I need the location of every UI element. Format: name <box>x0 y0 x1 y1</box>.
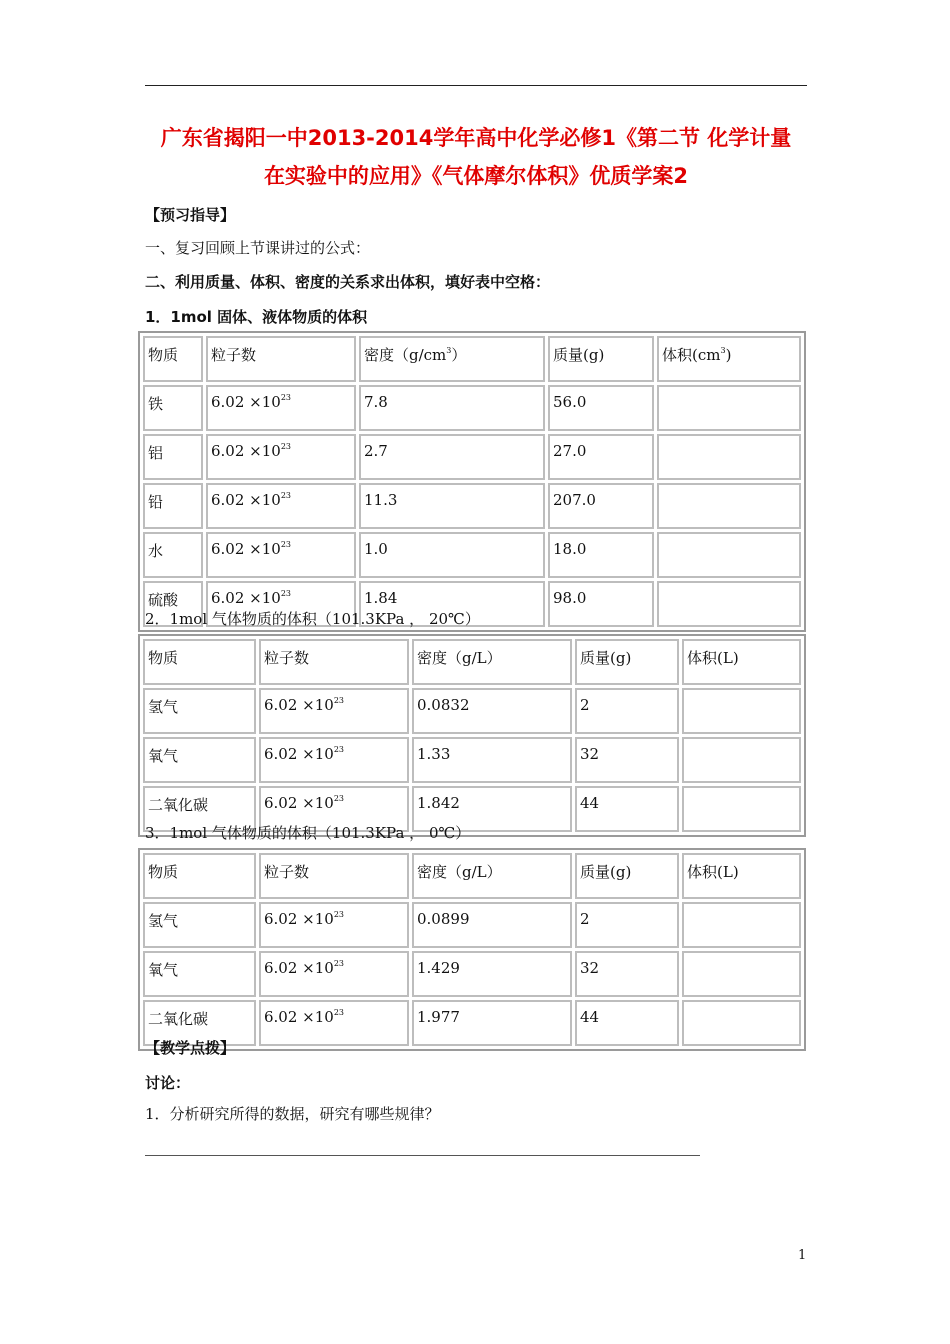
document-title-line-2: 在实验中的应用》《气体摩尔体积》优质学案2 <box>263 164 689 188</box>
table-cell: 44 <box>575 786 679 832</box>
table-cell: $6.02 \times 10^{23}$ <box>259 951 409 997</box>
column-header: 物质 <box>143 639 256 685</box>
table-cell: $6.02 \times 10^{23}$ <box>206 581 356 627</box>
table-cell: $6.02 \times 10^{23}$ <box>259 688 409 734</box>
table-row <box>143 737 801 783</box>
table-row <box>143 532 801 578</box>
table-cell: 0.0832 <box>412 688 572 734</box>
table-cell: $6.02 \times 10^{23}$ <box>259 902 409 948</box>
column-header: 质量(g) <box>575 853 679 899</box>
table-cell: 二氧化碳 <box>143 786 256 832</box>
table-cell: 1.429 <box>412 951 572 997</box>
volume-answer-cell[interactable] <box>682 786 801 832</box>
table-cell: $6.02 \times 10^{23}$ <box>259 786 409 832</box>
table-cell: 铁 <box>143 385 203 431</box>
column-header: 物质 <box>143 336 203 382</box>
discussion-question-1: 1．分析研究所得的数据，研究有哪些规律？ <box>145 1105 440 1123</box>
table-cell: $6.02 \times 10^{23}$ <box>206 483 356 529</box>
column-header: 粒子数 <box>259 639 409 685</box>
table-cell: 二氧化碳 <box>143 1000 256 1046</box>
table-cell: 铅 <box>143 483 203 529</box>
discussion-label: 讨论： <box>145 1074 191 1092</box>
column-header: 体积(L) <box>682 639 801 685</box>
page-number: 1 <box>798 1248 807 1263</box>
table-cell: 氢气 <box>143 902 256 948</box>
table-cell: 2.7 <box>359 434 545 480</box>
table-row <box>143 1000 801 1046</box>
table3-caption: 3．1mol 气体物质的体积（101.3KPa ， 0℃） <box>145 824 471 842</box>
column-header: 物质 <box>143 853 256 899</box>
table-cell: 0.0899 <box>412 902 572 948</box>
table-cell: 207.0 <box>548 483 654 529</box>
table1-body <box>143 336 801 627</box>
table-cell: 44 <box>575 1000 679 1046</box>
table-cell: $6.02 \times 10^{23}$ <box>259 737 409 783</box>
table-gas-20c <box>138 634 806 837</box>
table-row <box>143 688 801 734</box>
table-cell: $6.02 \times 10^{23}$ <box>206 532 356 578</box>
volume-answer-cell[interactable] <box>657 532 801 578</box>
table-row <box>143 902 801 948</box>
column-header: 密度（g/L） <box>412 639 572 685</box>
table-cell: 1.977 <box>412 1000 572 1046</box>
volume-answer-cell[interactable] <box>682 737 801 783</box>
table-cell: 1.842 <box>412 786 572 832</box>
table-cell: 56.0 <box>548 385 654 431</box>
table-cell: 18.0 <box>548 532 654 578</box>
table-header-row <box>143 336 801 382</box>
table-cell: 2 <box>575 902 679 948</box>
table-solid-liquid <box>138 331 806 632</box>
column-header: 体积$(cm^3)$ <box>657 336 801 382</box>
table-cell: $6.02 \times 10^{23}$ <box>259 1000 409 1046</box>
table-row <box>143 483 801 529</box>
table-cell: 98.0 <box>548 581 654 627</box>
table-cell: 氢气 <box>143 688 256 734</box>
table2-body <box>143 639 801 832</box>
table-cell: 27.0 <box>548 434 654 480</box>
volume-answer-cell[interactable] <box>682 902 801 948</box>
table-cell: $6.02 \times 10^{23}$ <box>206 385 356 431</box>
table-cell: 铝 <box>143 434 203 480</box>
table-cell: 32 <box>575 737 679 783</box>
volume-answer-cell[interactable] <box>682 951 801 997</box>
column-header: 体积(L) <box>682 853 801 899</box>
table-cell: 2 <box>575 688 679 734</box>
teaching-heading: 【教学点拨】 <box>145 1039 236 1057</box>
column-header: 密度$(g/cm^3)$ <box>359 336 545 382</box>
column-header: 质量(g) <box>575 639 679 685</box>
preview-item-1: 一、复习回顾上节课讲过的公式： <box>145 239 371 257</box>
header-rule <box>145 85 807 86</box>
table-cell: 1.0 <box>359 532 545 578</box>
volume-answer-cell[interactable] <box>657 483 801 529</box>
table-cell: $6.02 \times 10^{23}$ <box>206 434 356 480</box>
volume-answer-cell[interactable] <box>657 434 801 480</box>
column-header: 密度（g/L） <box>412 853 572 899</box>
table2-caption: 2．1mol 气体物质的体积（101.3KPa ， 20℃） <box>145 610 480 628</box>
table-row <box>143 385 801 431</box>
table-cell: 硫酸 <box>143 581 203 627</box>
table-cell: 氧气 <box>143 951 256 997</box>
table-cell: 32 <box>575 951 679 997</box>
table-gas-0c <box>138 848 806 1051</box>
table-row <box>143 951 801 997</box>
table-cell: 11.3 <box>359 483 545 529</box>
column-header: 粒子数 <box>206 336 356 382</box>
table-header-row <box>143 639 801 685</box>
preview-item-2: 二、利用质量、体积、密度的关系求出体积，填好表中空格： <box>145 273 551 291</box>
table1-caption: 1．1mol 固体、液体物质的体积 <box>145 308 368 326</box>
table-header-row <box>143 853 801 899</box>
column-header: 粒子数 <box>259 853 409 899</box>
table-cell: 水 <box>143 532 203 578</box>
answer-blank-line[interactable] <box>145 1155 700 1156</box>
volume-answer-cell[interactable] <box>682 1000 801 1046</box>
table-cell: 1.84 <box>359 581 545 627</box>
column-header: 质量(g) <box>548 336 654 382</box>
volume-answer-cell[interactable] <box>682 688 801 734</box>
table-row <box>143 434 801 480</box>
preview-heading: 【预习指导】 <box>145 206 236 224</box>
table3-body <box>143 853 801 1046</box>
table-cell: 7.8 <box>359 385 545 431</box>
table-cell: 氧气 <box>143 737 256 783</box>
volume-answer-cell[interactable] <box>657 581 801 627</box>
table-cell: 1.33 <box>412 737 572 783</box>
document-title-line-1: 广东省揭阳一中2013-2014学年高中化学必修1《第二节 化学计量 <box>160 126 792 150</box>
volume-answer-cell[interactable] <box>657 385 801 431</box>
